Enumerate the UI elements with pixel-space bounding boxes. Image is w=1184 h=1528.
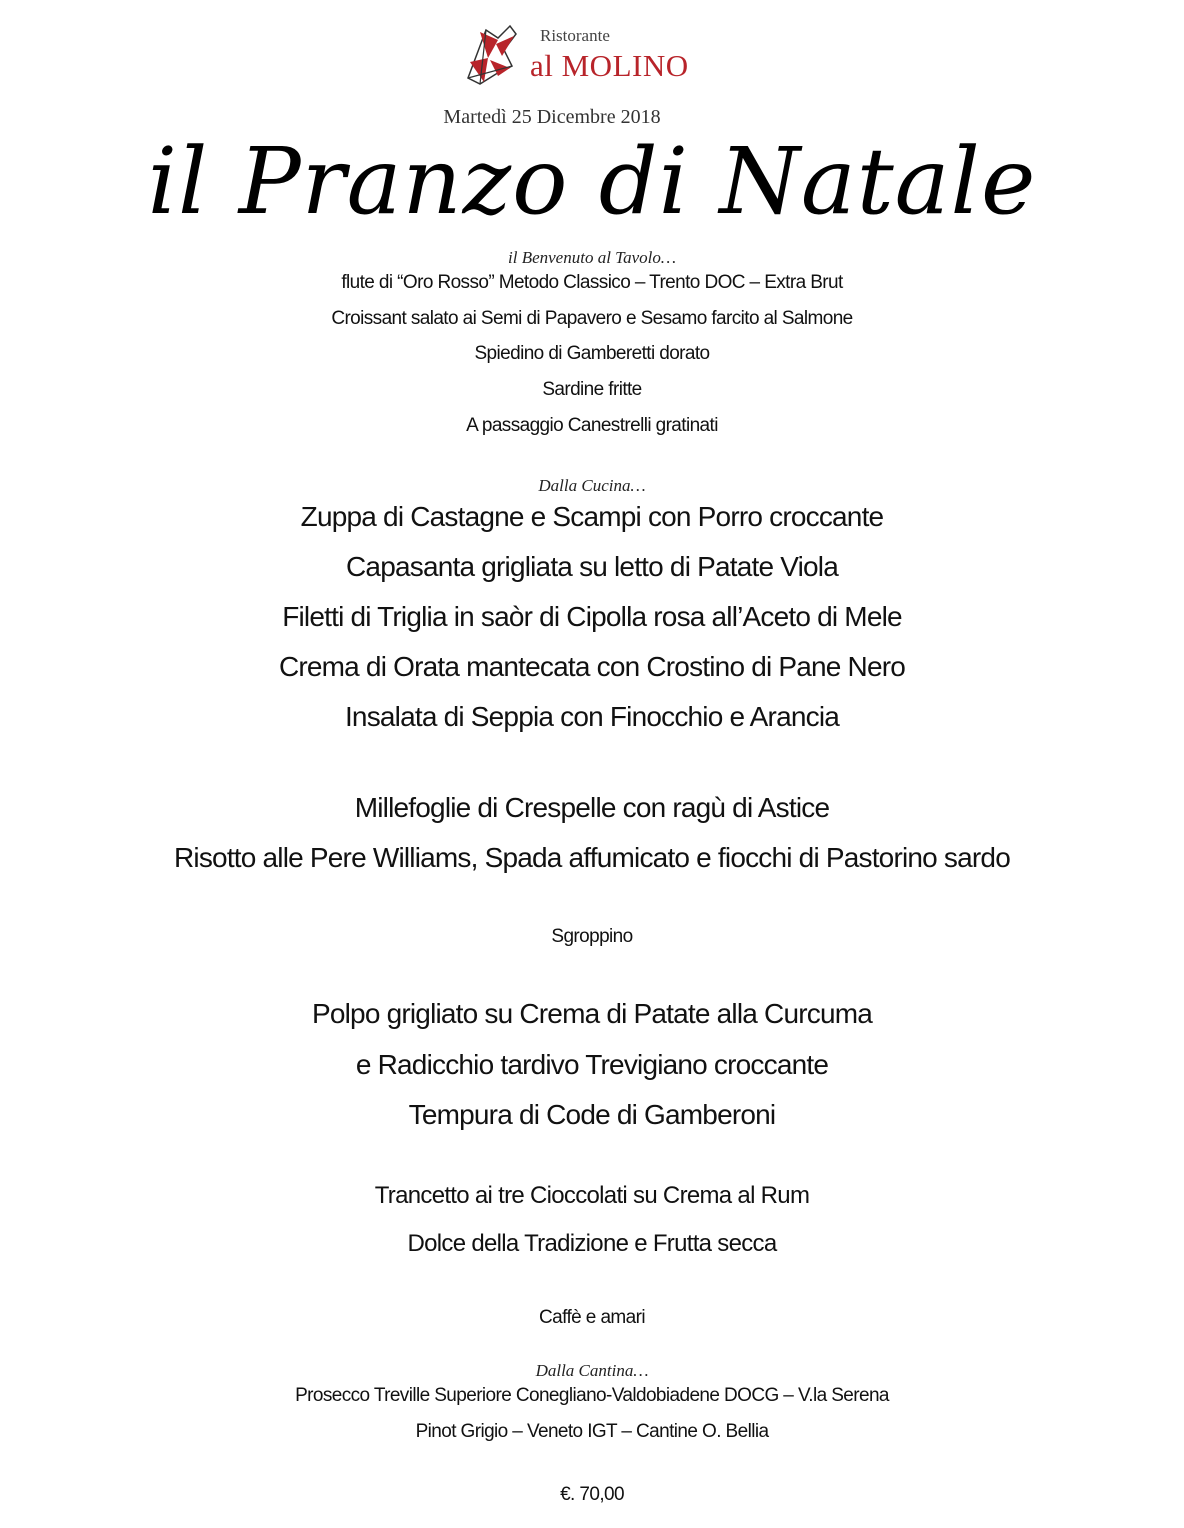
logo-subtitle: Ristorante (540, 26, 610, 45)
menu-date: Martedì 25 Dicembre 2018 (443, 106, 661, 128)
menu-item: Filetti di Triglia in saòr di Cipolla rosa all’Aceto di Mele (282, 601, 902, 632)
wine-item: Pinot Grigio – Veneto IGT – Cantine O. Bellia (415, 1421, 769, 1442)
logo-name: al MOLINO (530, 48, 689, 83)
wine-item: Prosecco Treville Superiore Conegliano-Valdobiadene DOCG – V.la Serena (295, 1385, 889, 1406)
sgroppino-line: Sgroppino (551, 926, 633, 947)
menu-item: e Radicchio tardivo Trevigiano croccante (355, 1049, 829, 1080)
menu-item: Spiedino di Gamberetti dorato (474, 343, 710, 364)
windmill-icon (458, 22, 522, 88)
menu-item: Zuppa di Castagne e Scampi con Porro croccante (300, 501, 884, 532)
menu-item: flute di “Oro Rosso” Metodo Classico – Trento DOC – Extra Brut (341, 272, 843, 293)
menu-title: il Pranzo di Natale (147, 128, 1037, 235)
menu-item: Polpo grigliato su Crema di Patate alla Curcuma (311, 998, 873, 1029)
menu-item: Crema di Orata mantecata con Crostino di Pane Nero (278, 651, 906, 682)
menu-item: Sardine fritte (542, 379, 642, 400)
menu-item: Croissant salato ai Semi di Papavero e Sesamo farcito al Salmone (331, 308, 853, 329)
menu-price: €. 70,00 (560, 1484, 624, 1505)
menu-item: Millefoglie di Crespelle con ragù di Astice (354, 792, 830, 823)
menu-item: Tempura di Code di Gamberoni (408, 1099, 776, 1130)
section-heading-cucina: Dalla Cucina… (538, 476, 646, 495)
restaurant-logo (458, 22, 738, 92)
menu-item: Dolce della Tradizione e Frutta secca (407, 1230, 777, 1257)
menu-item: Risotto alle Pere Williams, Spada affumicato e fiocchi di Pastorino sardo (174, 842, 1010, 873)
menu-item: Insalata di Seppia con Finocchio e Arancia (344, 701, 840, 732)
menu-item: Trancetto ai tre Cioccolati su Crema al Rum (374, 1182, 810, 1209)
section-heading-cantina: Dalla Cantina… (535, 1361, 649, 1380)
menu-item: Capasanta grigliata su letto di Patate Viola (346, 551, 838, 582)
caffe-line: Caffè e amari (539, 1307, 645, 1328)
section-heading-benvenuto: il Benvenuto al Tavolo… (508, 248, 676, 267)
menu-item: A passaggio Canestrelli gratinati (466, 415, 718, 436)
